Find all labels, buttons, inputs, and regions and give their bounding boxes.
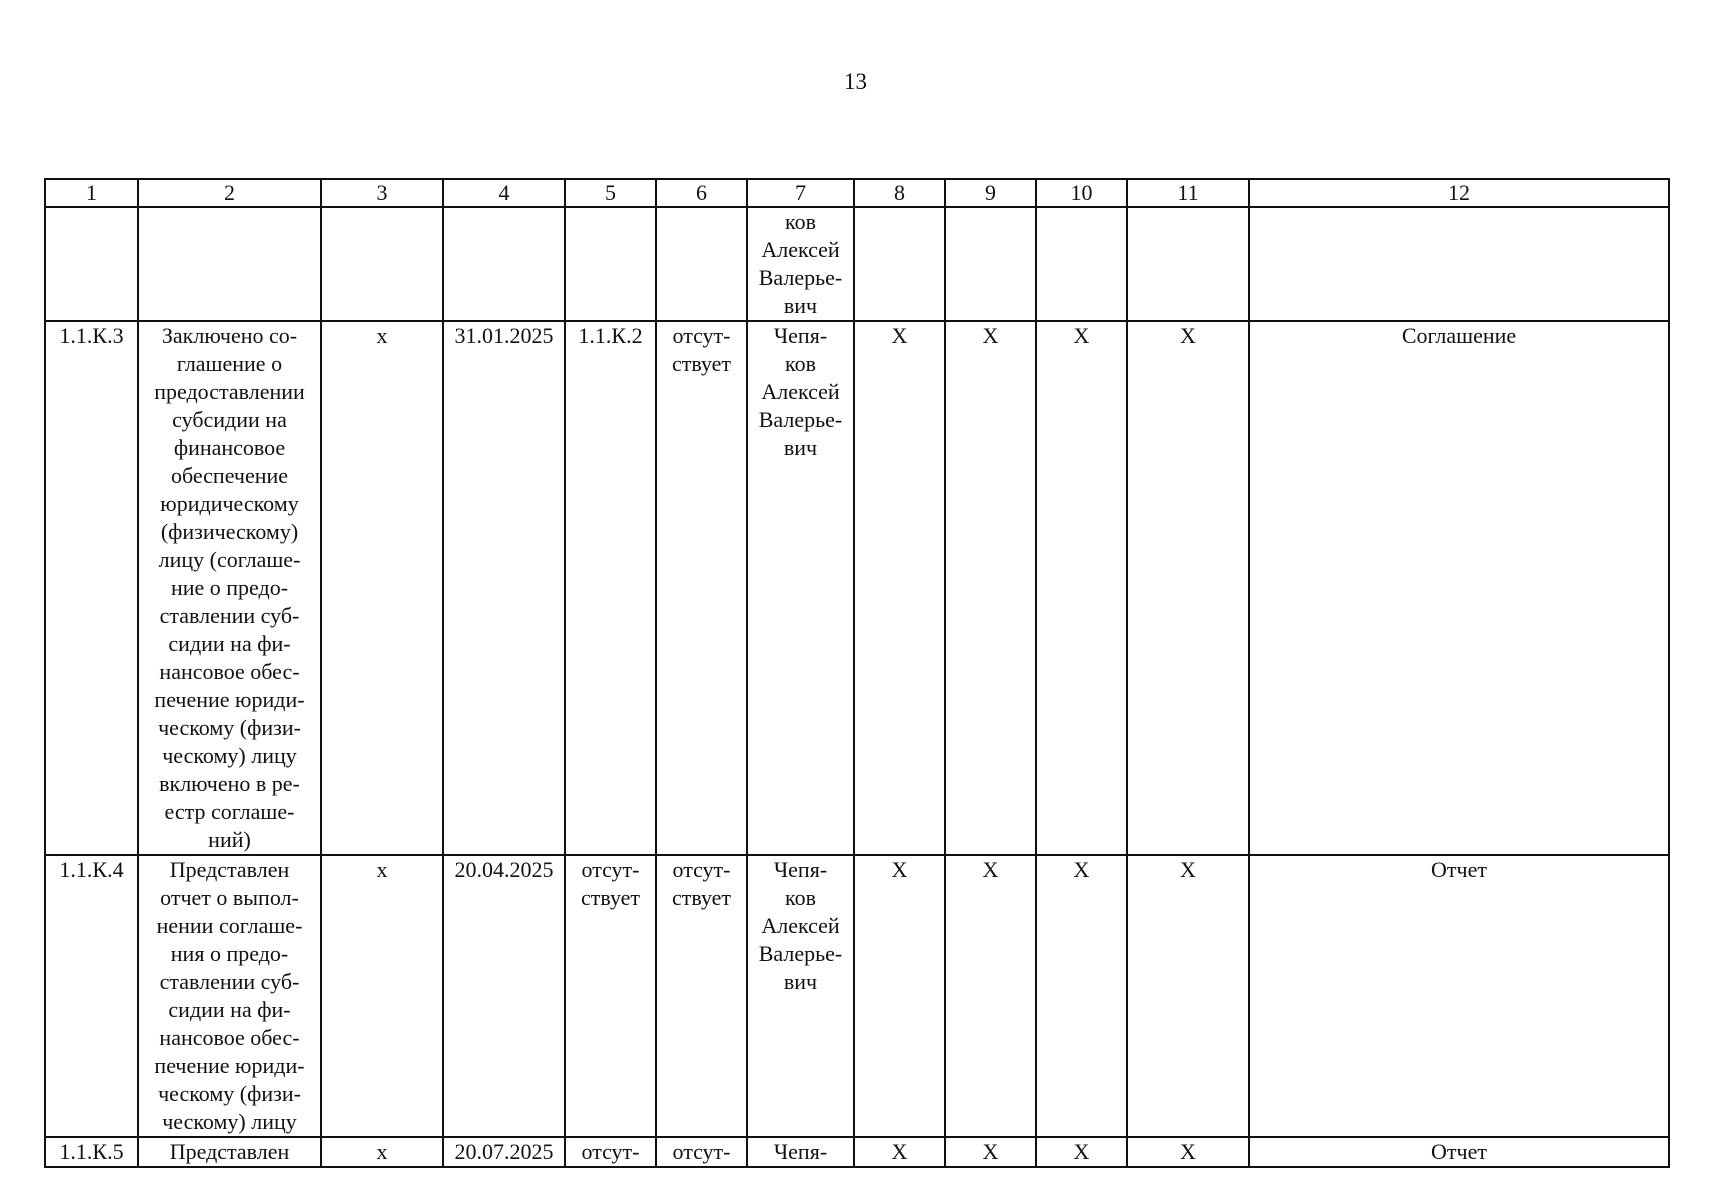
- header-cell: 7: [747, 179, 854, 207]
- plan-table: [44, 178, 1670, 1168]
- cell-col8: Х: [854, 855, 945, 1137]
- cell-responsible: ков Алексей Валерье- вич: [747, 207, 854, 321]
- cell-col9: [945, 207, 1036, 321]
- cell-col5: отсут-: [565, 1137, 656, 1167]
- cell-col6: отсут-: [656, 1137, 747, 1167]
- cell-responsible: Чепя- ков Алексей Валерье- вич: [747, 855, 854, 1137]
- cell-code: 1.1.К.3: [45, 321, 138, 855]
- header-cell: 9: [945, 179, 1036, 207]
- header-cell: 3: [321, 179, 443, 207]
- cell-date: 31.01.2025: [443, 321, 565, 855]
- cell-col3: х: [321, 1137, 443, 1167]
- header-cell: 8: [854, 179, 945, 207]
- cell-col11: Х: [1127, 855, 1249, 1137]
- cell-document: [1249, 207, 1669, 321]
- cell-col3: [321, 207, 443, 321]
- cell-date: 20.04.2025: [443, 855, 565, 1137]
- cell-col11: [1127, 207, 1249, 321]
- cell-col5: [565, 207, 656, 321]
- cell-col8: Х: [854, 1137, 945, 1167]
- cell-col11: Х: [1127, 1137, 1249, 1167]
- cell-col10: Х: [1036, 855, 1127, 1137]
- cell-description: [138, 207, 321, 321]
- cell-code: [45, 207, 138, 321]
- cell-description: Заключено со- глашение о предоставлении субсидии на финансовое обеспечение юридическому (физическому) лицу (соглаше- ние о предо- ставлении суб- сидии на фи- нансовое обес- печение юриди- ческому (физи- ческому) лицу включено в ре- естр соглаше- ний): [138, 321, 321, 855]
- table-row: [45, 207, 1669, 321]
- cell-col5: 1.1.К.2: [565, 321, 656, 855]
- page-number: 13: [844, 69, 867, 94]
- cell-col5: отсут- ствует: [565, 855, 656, 1137]
- cell-col9: Х: [945, 1137, 1036, 1167]
- cell-date: [443, 207, 565, 321]
- header-row: [45, 179, 1669, 207]
- cell-col9: Х: [945, 321, 1036, 855]
- cell-col3: х: [321, 321, 443, 855]
- cell-responsible: Чепя- ков Алексей Валерье- вич: [747, 321, 854, 855]
- table-row: [45, 855, 1669, 1137]
- cell-col9: Х: [945, 855, 1036, 1137]
- header-cell: 5: [565, 179, 656, 207]
- cell-col6: [656, 207, 747, 321]
- cell-col6: отсут- ствует: [656, 321, 747, 855]
- header-cell: 2: [138, 179, 321, 207]
- cell-document: Соглашение: [1249, 321, 1669, 855]
- cell-code: 1.1.К.4: [45, 855, 138, 1137]
- cell-col3: х: [321, 855, 443, 1137]
- header-cell: 12: [1249, 179, 1669, 207]
- cell-code: 1.1.К.5: [45, 1137, 138, 1167]
- cell-col8: Х: [854, 321, 945, 855]
- cell-responsible: Чепя-: [747, 1137, 854, 1167]
- header-cell: 11: [1127, 179, 1249, 207]
- cell-col10: Х: [1036, 321, 1127, 855]
- cell-description: Представлен: [138, 1137, 321, 1167]
- table-row: [45, 321, 1669, 855]
- cell-col10: Х: [1036, 1137, 1127, 1167]
- header-cell: 4: [443, 179, 565, 207]
- cell-col8: [854, 207, 945, 321]
- cell-col11: Х: [1127, 321, 1249, 855]
- header-cell: 1: [45, 179, 138, 207]
- cell-document: Отчет: [1249, 1137, 1669, 1167]
- cell-description: Представлен отчет о выпол- нении соглаше- ния о предо- ставлении суб- сидии на фи- нансовое обес- печение юриди- ческому (физи- ческому) лицу: [138, 855, 321, 1137]
- table-row: [45, 1137, 1669, 1167]
- cell-col10: [1036, 207, 1127, 321]
- header-cell: 6: [656, 179, 747, 207]
- cell-col6: отсут- ствует: [656, 855, 747, 1137]
- cell-document: Отчет: [1249, 855, 1669, 1137]
- header-cell: 10: [1036, 179, 1127, 207]
- cell-date: 20.07.2025: [443, 1137, 565, 1167]
